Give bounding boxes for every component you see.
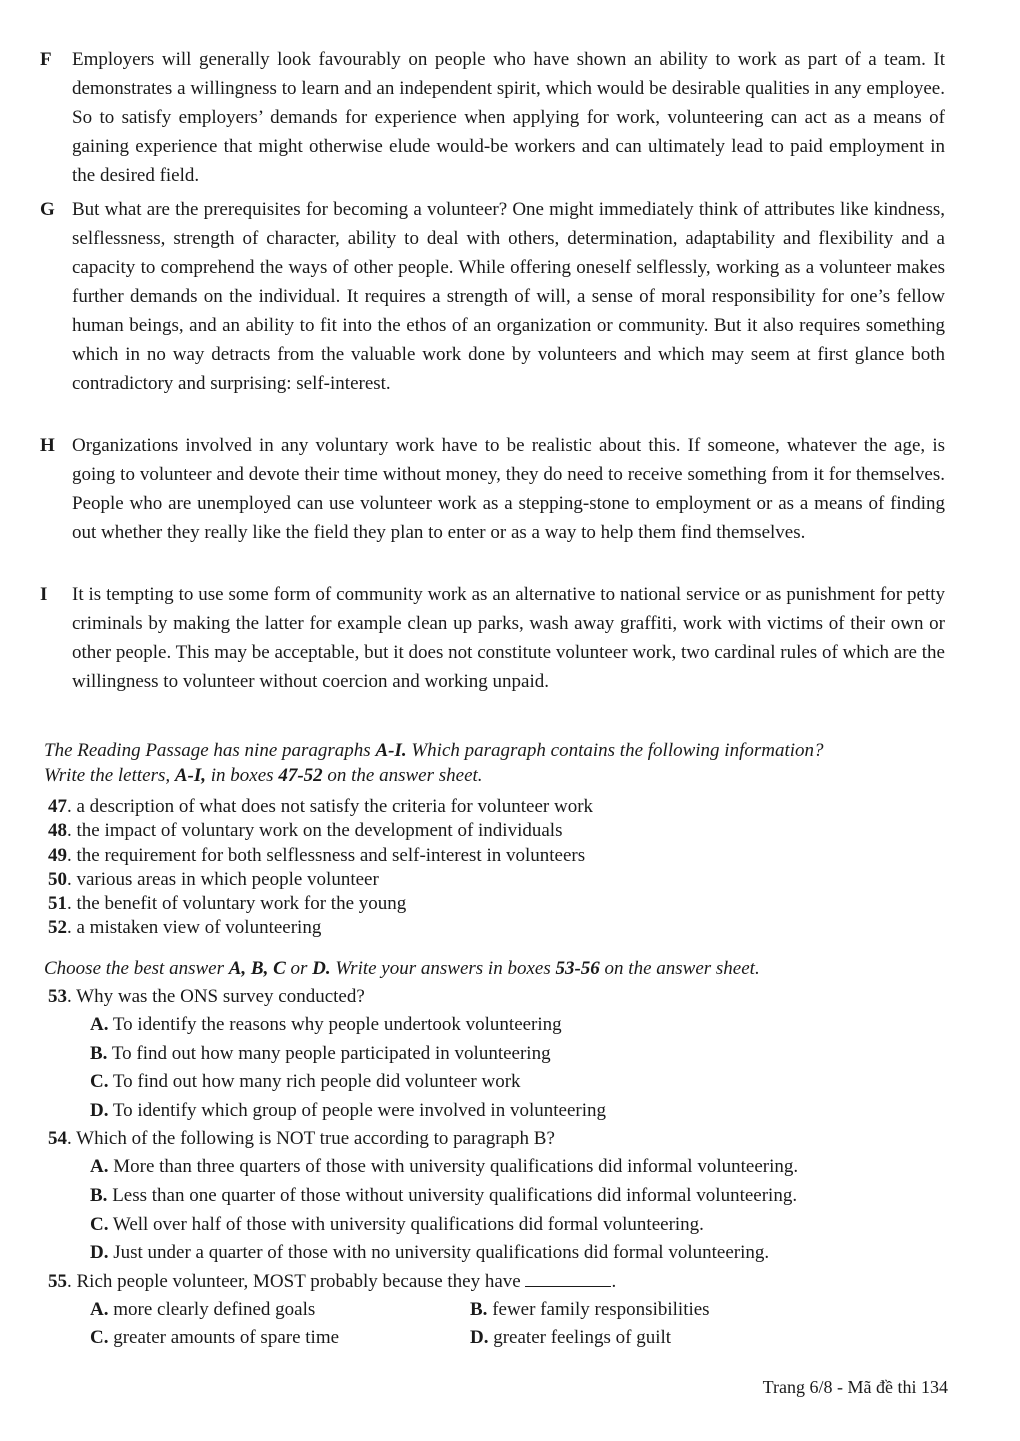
paragraph-f xyxy=(40,45,945,190)
answer-option xyxy=(90,1040,968,1069)
paragraph-text: But what are the prerequisites for becoming a volunteer? One might immediately think of attributes like kindness, selflessness, strength of character, ability to deal with others, determination, adaptability and flexibility and a capacity to comprehend the ways of other people. While offering oneself selflessly, working as a volunteer makes further demands on the individual. It requires a strength of will, a sense of moral responsibility for one’s fellow human beings, and an ability to fit into the ethos of an organization or community. But it also requires something which in no way detracts from the valuable work done by volunteers and which may seem at first glance both contradictory and surprising: self-interest. xyxy=(72,199,945,394)
question-54 xyxy=(48,1125,968,1267)
question-stem: 53. Why was the ONS survey conducted? xyxy=(48,986,365,1007)
answer-option xyxy=(90,1296,470,1325)
option-letter: C. xyxy=(90,1327,109,1349)
question-number: 48 xyxy=(48,820,67,842)
instruction-text: Choose the best answer xyxy=(44,958,229,979)
answer-option xyxy=(90,1097,968,1126)
instruction-text: on the answer sheet. xyxy=(322,765,483,786)
instruction-text: on the answer sheet. xyxy=(599,958,760,979)
list-item: 48. the impact of voluntary work on the development of individuals xyxy=(48,820,563,842)
option-letter: B. xyxy=(90,1042,108,1064)
question-number: 47 xyxy=(48,796,67,817)
instruction-text: The Reading Passage has nine paragraphs xyxy=(44,740,376,761)
answer-option xyxy=(470,1296,850,1325)
answer-option xyxy=(90,1211,968,1240)
list-item: 52. a mistaken view of volunteering xyxy=(48,917,322,939)
option-letter: C. xyxy=(90,1071,109,1093)
paragraph-letter: I xyxy=(40,584,48,605)
option-letter: A. xyxy=(90,1014,109,1035)
instruction-text: Write the letters, xyxy=(44,765,175,786)
question-number: 54 xyxy=(48,1128,67,1150)
option-letter: D. xyxy=(90,1099,109,1121)
list-item: 49. the requirement for both selflessness and self-interest in volunteers xyxy=(48,844,586,866)
list-item: 51. the benefit of voluntary work for the young xyxy=(48,893,407,915)
option-text: More than three quarters of those with university qualifications did informal volunteering. xyxy=(113,1156,799,1178)
paragraph-letter: G xyxy=(40,199,55,220)
instruction-text: in boxes xyxy=(206,765,279,786)
instruction-text: Write your answers in boxes xyxy=(330,958,556,979)
paragraph-h xyxy=(40,431,945,547)
instruction-emphasis: 53-56 xyxy=(555,958,600,979)
option-text: fewer family responsibilities xyxy=(492,1298,710,1320)
answer-option-row xyxy=(90,1324,968,1353)
question-text: a description of what does not satisfy the criteria for volunteer work xyxy=(76,796,594,817)
option-text: greater feelings of guilt xyxy=(493,1327,672,1349)
question-text: the requirement for both selflessness and self-interest in volunteers xyxy=(76,844,586,866)
page-footer: Trang 6/8 - Mã đề thi 134 xyxy=(762,1377,948,1397)
answer-option-row xyxy=(90,1296,968,1325)
question-55 xyxy=(48,1268,968,1353)
question-number: 51 xyxy=(48,893,67,915)
option-letter: A. xyxy=(90,1156,109,1178)
question-text: a mistaken view of volunteering xyxy=(76,917,322,939)
stem-punctuation: . xyxy=(611,1270,617,1292)
list-item: 50. various areas in which people volunteer xyxy=(48,868,379,890)
option-text: more clearly defined goals xyxy=(113,1298,316,1320)
matching-question-list xyxy=(48,795,948,941)
option-letter: D. xyxy=(90,1242,109,1264)
instruction-text: or xyxy=(285,958,313,979)
option-text: Less than one quarter of those without university qualifications did informal volunteering. xyxy=(112,1184,798,1206)
option-text: To find out how many rich people did volunteer work xyxy=(112,1071,521,1093)
option-text: To find out how many people participated in volunteering xyxy=(111,1042,551,1064)
question-number: 50 xyxy=(48,868,67,890)
question-text: Which of the following is NOT true according to paragraph B? xyxy=(76,1128,555,1150)
question-stem: 54. Which of the following is NOT true according to paragraph B? xyxy=(48,1128,555,1150)
question-text: the benefit of voluntary work for the young xyxy=(76,893,407,915)
instruction-text: Which paragraph contains the following information? xyxy=(406,740,824,761)
option-letter: C. xyxy=(90,1213,109,1235)
option-letter: B. xyxy=(470,1298,488,1320)
question-text: Why was the ONS survey conducted? xyxy=(76,986,365,1007)
list-item: 47. a description of what does not satisfy the criteria for volunteer work xyxy=(48,796,594,817)
instruction-emphasis: A-I. xyxy=(375,740,407,761)
answer-option xyxy=(90,1068,968,1097)
answer-blank xyxy=(525,1268,611,1287)
instruction-emphasis: 47-52 xyxy=(278,765,323,786)
question-stem: 55. Rich people volunteer, MOST probably because they have . xyxy=(48,1268,968,1296)
paragraph-i xyxy=(40,580,945,696)
paragraph-text: Employers will generally look favourably on people who have shown an ability to work as part of a team. It demonstrates a willingness to learn and an independent spirit, which would be desirable qualities in any employee. So to satisfy employers’ demands for experience when applying for work, volunteering can act as a means of gaining experience that might otherwise elude would-be workers and can ultimately lead to paid employment in the desired field. xyxy=(72,49,945,186)
question-number: 49 xyxy=(48,844,67,866)
option-text: To identify the reasons why people undertook volunteering xyxy=(112,1014,562,1035)
question-text: the impact of voluntary work on the development of individuals xyxy=(76,820,563,842)
instruction-emphasis: A, B, C xyxy=(228,958,286,979)
option-text: greater amounts of spare time xyxy=(113,1327,340,1349)
option-letter: B. xyxy=(90,1184,108,1206)
option-text: To identify which group of people were involved in volunteering xyxy=(112,1099,606,1121)
option-letter: D. xyxy=(470,1327,489,1349)
option-text: Well over half of those with university qualifications did formal volunteering. xyxy=(112,1213,704,1235)
question-text: various areas in which people volunteer xyxy=(76,868,379,890)
paragraph-text: It is tempting to use some form of community work as an alternative to national service or as punishment for petty criminals by making the latter for example clean up parks, wash away graffiti, work with victims of their own or other people. This may be acceptable, but it does not constitute volunteer work, two cardinal rules of which are the willingness to volunteer without coercion and working unpaid. xyxy=(72,584,945,692)
mcq-section xyxy=(48,983,968,1353)
option-text: Just under a quarter of those with no university qualifications did formal volunteering. xyxy=(113,1242,770,1264)
mcq-instruction xyxy=(44,956,964,981)
paragraph-text: Organizations involved in any voluntary work have to be realistic about this. If someone, whatever the age, is going to volunteer and devote their time without money, they do need to receive something from it for themselves. People who are unemployed can use volunteer work as a stepping-stone to employment or as a means of finding out whether they really like the field they plan to enter or as a way to help them find themselves. xyxy=(72,435,945,543)
answer-option xyxy=(90,1239,968,1268)
instruction-emphasis: A-I, xyxy=(174,765,207,786)
option-letter: A. xyxy=(90,1298,109,1320)
question-number: 55 xyxy=(48,1270,67,1292)
question-53 xyxy=(48,983,968,1125)
answer-option xyxy=(90,1324,470,1353)
question-number: 53 xyxy=(48,986,67,1007)
answer-option xyxy=(470,1324,850,1353)
answer-option xyxy=(90,1011,968,1040)
question-number: 52 xyxy=(48,917,67,939)
paragraph-letter: F xyxy=(40,49,52,70)
question-text: Rich people volunteer, MOST probably because they have xyxy=(76,1270,521,1292)
paragraph-g xyxy=(40,195,945,398)
answer-option xyxy=(90,1182,968,1211)
answer-option xyxy=(90,1153,968,1182)
paragraph-letter: H xyxy=(40,435,55,456)
matching-instruction xyxy=(44,738,964,788)
instruction-emphasis: D. xyxy=(312,958,331,979)
